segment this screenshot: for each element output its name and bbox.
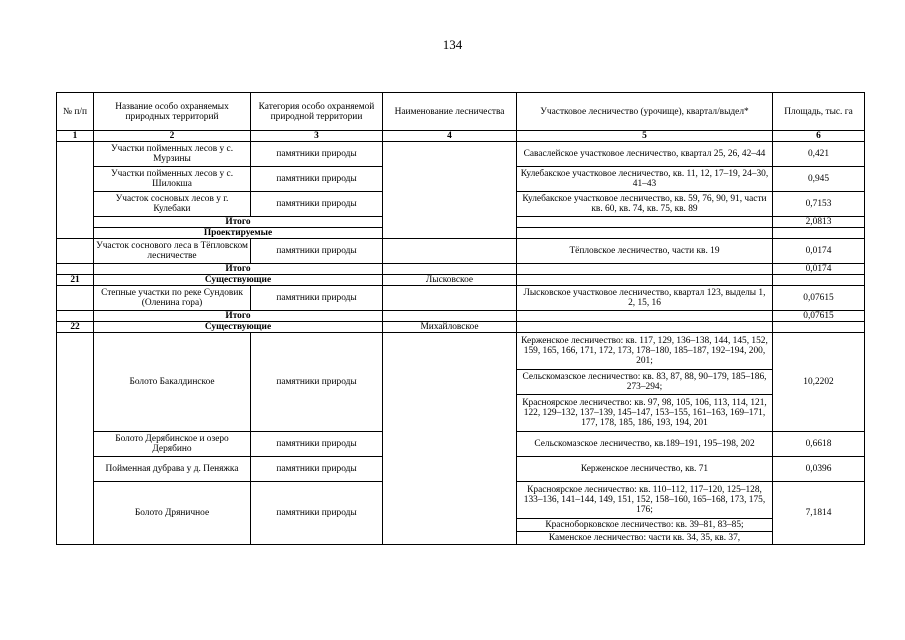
area-cell: 0,945 bbox=[773, 167, 865, 192]
section-row bbox=[57, 322, 865, 333]
district-cell bbox=[517, 264, 773, 275]
section-label: Проектируемые bbox=[94, 228, 383, 239]
total-label: Итого bbox=[94, 264, 383, 275]
forestry-cell bbox=[383, 311, 517, 322]
header-num: № п/п bbox=[57, 93, 94, 131]
district-cell bbox=[517, 228, 773, 239]
area-cell: 10,2202 bbox=[773, 333, 865, 432]
section-row bbox=[57, 275, 865, 286]
district-cell: Красноярское лесничество: кв. 110–112, 117–120, 125–128, 133–136, 141–144, 149, 151, 152, 158–160, 165–168, 173, 175, 176; bbox=[517, 482, 773, 519]
district-cell bbox=[517, 311, 773, 322]
section-label: Существующие bbox=[94, 275, 383, 286]
forestry-cell: Лысковское bbox=[383, 275, 517, 286]
district-cell: Лысковское участковое лесничество, квартал 123, выделы 1, 2, 15, 16 bbox=[517, 286, 773, 311]
territory-category: памятники природы bbox=[251, 286, 383, 311]
area-cell: 7,1814 bbox=[773, 482, 865, 545]
district-cell: Красноярское лесничество: кв. 97, 98, 105, 106, 113, 114, 121, 122, 129–132, 137–139, 145–147, 153–155, 161–163, 169–171, 177, 178, 185, 186, 193, 194, 201 bbox=[517, 395, 773, 432]
header-name: Название особо охраняемых природных территорий bbox=[94, 93, 251, 131]
forestry-cell bbox=[383, 333, 517, 545]
district-cell: Сельскомазское лесничество, кв.189–191, 195–198, 202 bbox=[517, 432, 773, 457]
header-district: Участковое лесничество (урочище), квартал/выдел* bbox=[517, 93, 773, 131]
territory-name: Участок соснового леса в Тёпловском лесничестве bbox=[94, 239, 251, 264]
territory-category: памятники природы bbox=[251, 142, 383, 167]
total-row bbox=[57, 264, 865, 275]
district-cell bbox=[517, 322, 773, 333]
table-header-row bbox=[57, 93, 865, 131]
forestry-cell bbox=[383, 286, 517, 311]
row-number-cell bbox=[57, 311, 94, 322]
column-number: 2 bbox=[94, 131, 251, 142]
district-cell: Красноборковское лесничество: кв. 39–81, 83–85; bbox=[517, 519, 773, 532]
area-cell: 0,07615 bbox=[773, 311, 865, 322]
total-row bbox=[57, 311, 865, 322]
area-cell: 0,0174 bbox=[773, 239, 865, 264]
row-number-cell bbox=[57, 333, 94, 545]
area-cell: 0,6618 bbox=[773, 432, 865, 457]
forestry-cell: Михайловское bbox=[383, 322, 517, 333]
district-cell: Саваслейское участковое лесничество, квартал 25, 26, 42–44 bbox=[517, 142, 773, 167]
territory-category: памятники природы bbox=[251, 482, 383, 545]
territory-category: памятники природы bbox=[251, 192, 383, 217]
forestry-cell bbox=[383, 239, 517, 264]
district-cell: Каменское лесничество: части кв. 34, 35, кв. 37, bbox=[517, 532, 773, 545]
header-area: Площадь, тыс. га bbox=[773, 93, 865, 131]
district-cell: Керженское лесничество: кв. 117, 129, 136–138, 144, 145, 152, 159, 165, 166, 171, 172, 173, 178–180, 185–187, 192–194, 200, 201; bbox=[517, 333, 773, 370]
territory-name: Участок сосновых лесов у г. Кулебаки bbox=[94, 192, 251, 217]
district-cell: Кулебакское участковое лесничество, кв. 59, 76, 90, 91, части кв. 60, кв. 74, кв. 75, кв. 89 bbox=[517, 192, 773, 217]
area-cell bbox=[773, 275, 865, 286]
row-number-cell bbox=[57, 286, 94, 311]
forestry-cell bbox=[383, 264, 517, 275]
protected-areas-table bbox=[56, 92, 865, 545]
column-number-row bbox=[57, 131, 865, 142]
district-cell: Тёпловское лесничество, части кв. 19 bbox=[517, 239, 773, 264]
header-forestry: Наименование лесничества bbox=[383, 93, 517, 131]
area-cell: 0,07615 bbox=[773, 286, 865, 311]
district-cell bbox=[517, 275, 773, 286]
table-row bbox=[57, 142, 865, 167]
territory-category: памятники природы bbox=[251, 167, 383, 192]
area-cell: 0,421 bbox=[773, 142, 865, 167]
area-cell: 0,0396 bbox=[773, 457, 865, 482]
table-row bbox=[57, 239, 865, 264]
territory-category: памятники природы bbox=[251, 457, 383, 482]
page-number: 134 bbox=[442, 37, 463, 52]
territory-name: Болото Бакалдинское bbox=[94, 333, 251, 432]
district-cell: Кулебакское участковое лесничество, кв. 11, 12, 17–19, 24–30, 41–43 bbox=[517, 167, 773, 192]
column-number: 1 bbox=[57, 131, 94, 142]
territory-name: Пойменная дубрава у д. Пеняжка bbox=[94, 457, 251, 482]
territory-category: памятники природы bbox=[251, 239, 383, 264]
territory-category: памятники природы bbox=[251, 333, 383, 432]
territory-name: Участки пойменных лесов у с. Мурзины bbox=[94, 142, 251, 167]
row-number-cell bbox=[57, 264, 94, 275]
area-cell: 2,0813 bbox=[773, 217, 865, 228]
row-number-cell: 21 bbox=[57, 275, 94, 286]
row-number-cell: 22 bbox=[57, 322, 94, 333]
forestry-cell bbox=[383, 142, 517, 239]
section-label: Существующие bbox=[94, 322, 383, 333]
territory-name: Болото Дерябинское и озеро Дерябино bbox=[94, 432, 251, 457]
area-cell bbox=[773, 228, 865, 239]
table-row bbox=[57, 333, 865, 370]
column-number: 4 bbox=[383, 131, 517, 142]
total-label: Итого bbox=[94, 217, 383, 228]
district-cell: Сельскомазское лесничество: кв. 83, 87, 88, 90–179, 185–186, 273–294; bbox=[517, 370, 773, 395]
row-number-cell bbox=[57, 142, 94, 239]
district-cell bbox=[517, 217, 773, 228]
territory-name: Болото Дряничное bbox=[94, 482, 251, 545]
header-category: Категория особо охраняемой природной территории bbox=[251, 93, 383, 131]
area-cell: 0,7153 bbox=[773, 192, 865, 217]
territory-name: Участки пойменных лесов у с. Шилокша bbox=[94, 167, 251, 192]
area-cell bbox=[773, 322, 865, 333]
area-cell: 0,0174 bbox=[773, 264, 865, 275]
table-row bbox=[57, 286, 865, 311]
territory-category: памятники природы bbox=[251, 432, 383, 457]
total-label: Итого bbox=[94, 311, 383, 322]
column-number: 6 bbox=[773, 131, 865, 142]
row-number-cell bbox=[57, 239, 94, 264]
district-cell: Керженское лесничество, кв. 71 bbox=[517, 457, 773, 482]
column-number: 5 bbox=[517, 131, 773, 142]
territory-name: Степные участки по реке Сундовик (Оленина гора) bbox=[94, 286, 251, 311]
column-number: 3 bbox=[251, 131, 383, 142]
